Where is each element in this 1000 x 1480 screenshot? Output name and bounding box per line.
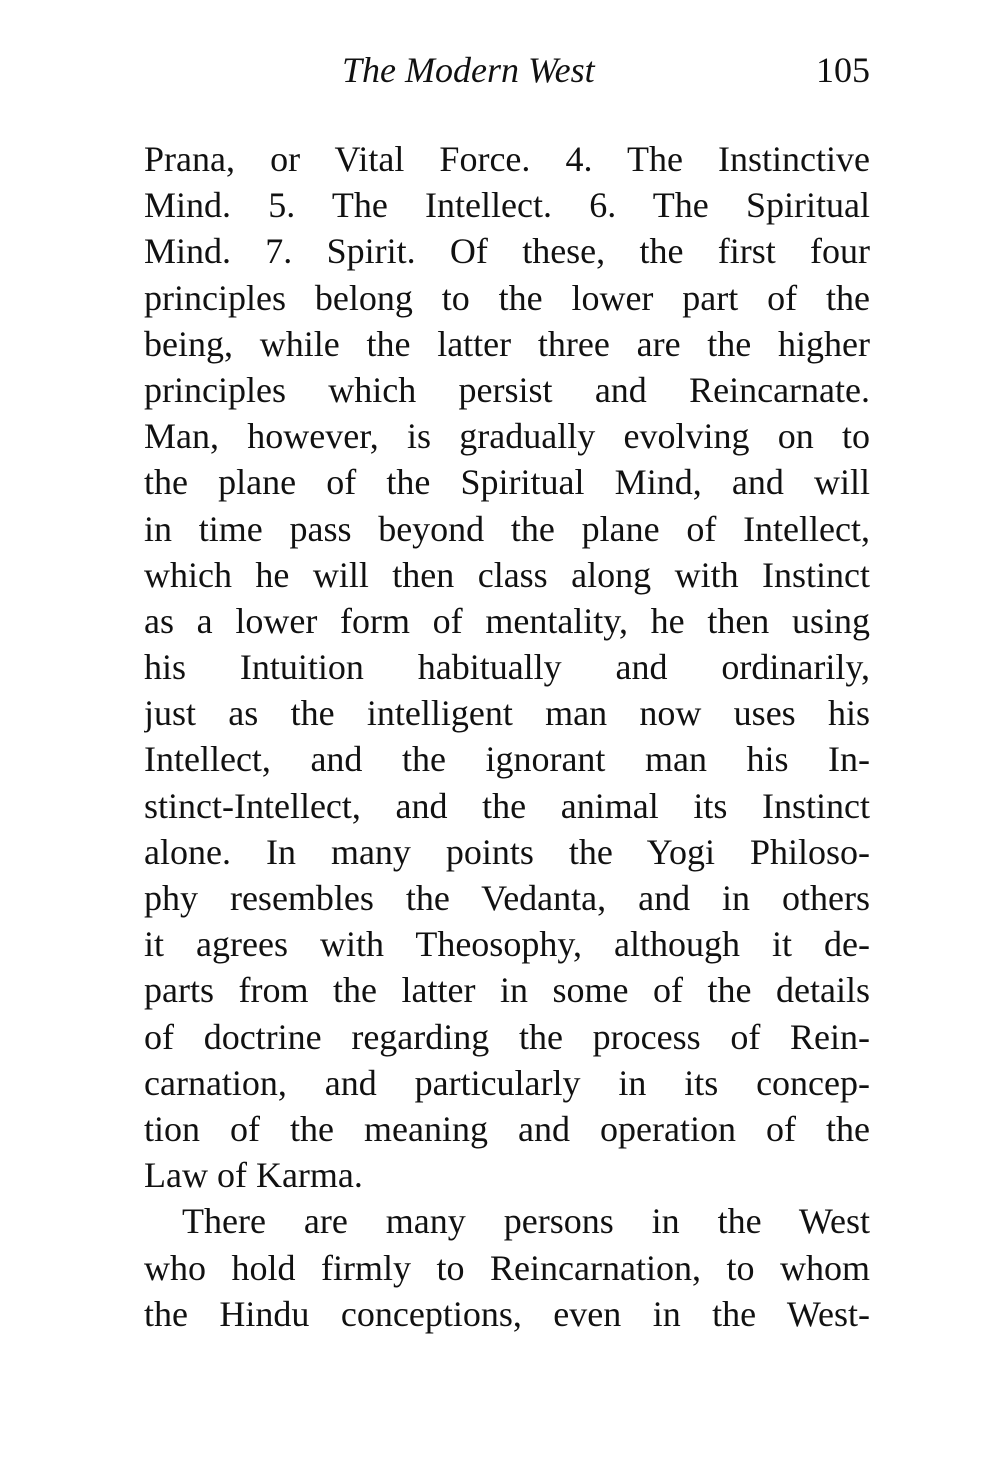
text-line: which he will then class along with Instinct — [144, 554, 870, 595]
text-line: carnation, and particularly in its concep- — [144, 1062, 870, 1103]
text-line: who hold firmly to Reincarnation, to whom — [144, 1247, 870, 1288]
text-line: as a lower form of mentality, he then using — [144, 600, 870, 641]
text-line: the Hindu conceptions, even in the West- — [144, 1293, 870, 1334]
text-line: principles which persist and Reincarnate. — [144, 369, 870, 410]
paragraph-2 — [144, 1198, 870, 1337]
text-line: of doctrine regarding the process of Rein- — [144, 1016, 870, 1057]
text-line: Mind. 5. The Intellect. 6. The Spiritual — [144, 185, 870, 226]
text-line: Intellect, and the ignorant man his In- — [144, 739, 870, 780]
text-line: There are many persons in the West — [182, 1201, 870, 1242]
text-line: Man, however, is gradually evolving on to — [144, 416, 870, 457]
text-line: phy resembles the Vedanta, and in others — [144, 878, 870, 918]
page-number: 105 — [816, 50, 870, 90]
text-line: principles belong to the lower part of the — [144, 277, 870, 318]
text-line: Law of Karma. — [144, 1155, 363, 1196]
running-head — [144, 46, 870, 94]
text-line: alone. In many points the Yogi Philoso- — [144, 831, 870, 872]
text-line: parts from the latter in some of the details — [144, 970, 870, 1011]
text-line: being, while the latter three are the higher — [144, 323, 870, 364]
text-line: it agrees with Theosophy, although it de- — [144, 924, 870, 965]
text-line: in time pass beyond the plane of Intellect, — [144, 508, 870, 549]
text-line: the plane of the Spiritual Mind, and will — [144, 462, 870, 503]
body-text — [144, 136, 870, 1337]
text-line: Prana, or Vital Force. 4. The Instinctive — [144, 139, 870, 179]
running-title: The Modern West — [342, 50, 595, 90]
text-line: just as the intelligent man now uses his — [144, 693, 870, 734]
text-line: Mind. 7. Spirit. Of these, the first four — [144, 231, 870, 272]
paragraph-1 — [144, 136, 870, 1198]
text-line: tion of the meaning and operation of the — [144, 1108, 870, 1149]
text-line: stinct-Intellect, and the animal its Instinct — [144, 785, 870, 826]
text-line: his Intuition habitually and ordinarily, — [144, 647, 870, 688]
